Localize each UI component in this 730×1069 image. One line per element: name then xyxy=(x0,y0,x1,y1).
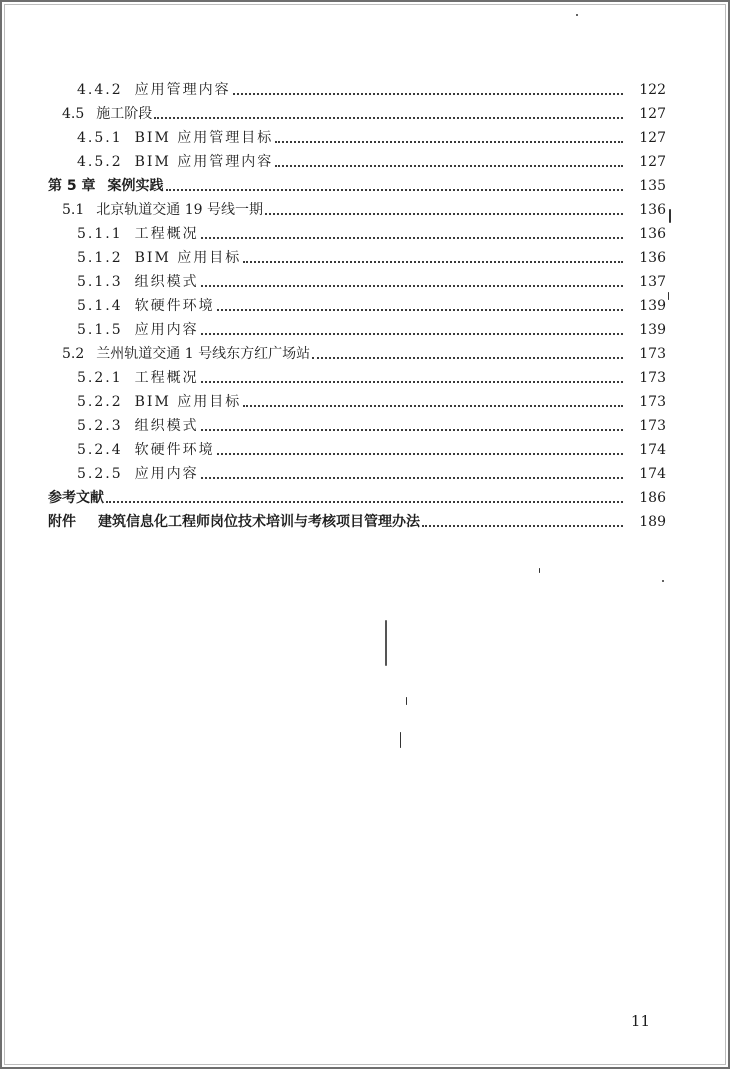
toc-entry-4-4-2 xyxy=(2,78,730,102)
toc-entry-4-5 xyxy=(2,102,730,126)
dot-leader xyxy=(201,477,623,479)
toc-entry-title: 应用管理内容 xyxy=(134,82,231,98)
dot-leader xyxy=(243,405,623,407)
toc-entry-title: 施工阶段 xyxy=(96,106,153,122)
toc-entry-title: BIM 应用管理目标 xyxy=(134,130,274,146)
scan-speck xyxy=(539,568,540,573)
toc-entry-4-5-2 xyxy=(2,150,730,174)
toc-entry-title: 北京轨道交通 19 号线一期 xyxy=(96,202,263,218)
dot-leader xyxy=(166,189,624,191)
toc-entry-title: BIM 应用目标 xyxy=(134,250,242,266)
toc-entry-5-1-5 xyxy=(2,318,730,342)
toc-entry-number: 5.1.1 xyxy=(77,226,123,242)
toc-entry-5-1-2 xyxy=(2,246,730,270)
toc-entry-number: 4.5 xyxy=(62,106,85,122)
scan-speck xyxy=(668,292,669,300)
toc-entry-number: 5.1.4 xyxy=(77,298,123,314)
toc-entry-page: 135 xyxy=(639,178,666,194)
toc-entry-number: 5.2.1 xyxy=(77,370,123,386)
toc-entry-title: 软硬件环境 xyxy=(134,298,215,314)
toc-entry-page: 127 xyxy=(639,106,666,122)
toc-entry-title: 工程概况 xyxy=(134,226,199,242)
toc-entry-number: 4.4.2 xyxy=(77,82,123,98)
dot-leader xyxy=(233,93,623,95)
toc-entry-number: 5.1 xyxy=(62,202,85,218)
scan-speck xyxy=(385,620,387,666)
toc-appendix xyxy=(2,510,730,534)
dot-leader xyxy=(201,285,623,287)
toc-entry-title: 组织模式 xyxy=(134,274,199,290)
toc-entry-title: 软硬件环境 xyxy=(134,442,215,458)
toc-entry-page: 173 xyxy=(639,394,666,410)
toc-entry-number: 5.2 xyxy=(62,346,85,362)
toc-entry-page: 174 xyxy=(639,442,666,458)
toc-entry-5-1-3 xyxy=(2,270,730,294)
toc-entry-page: 173 xyxy=(639,370,666,386)
toc-entry-number: 5.2.3 xyxy=(77,418,123,434)
toc-entry-number: 5.2.5 xyxy=(77,466,123,482)
toc-chapter-number: 第 5 章 xyxy=(48,178,96,194)
toc-entry-page: 189 xyxy=(639,514,666,530)
toc-entry-page: 127 xyxy=(639,130,666,146)
toc-chapter-number: 参考文献 xyxy=(48,490,104,506)
toc-chapter-title: 案例实践 xyxy=(107,178,164,194)
toc-references xyxy=(2,486,730,510)
toc-entry-page: 173 xyxy=(639,418,666,434)
toc-entry-number: 5.1.5 xyxy=(77,322,123,338)
toc-chapter-title: 建筑信息化工程师岗位技术培训与考核项目管理办法 xyxy=(98,514,420,530)
toc-entry-number: 4.5.1 xyxy=(77,130,123,146)
dot-leader xyxy=(154,117,623,119)
dot-leader xyxy=(217,453,623,455)
toc-chapter-5 xyxy=(2,174,730,198)
toc-entry-5-2-5 xyxy=(2,462,730,486)
dot-leader xyxy=(312,357,623,359)
dot-leader xyxy=(422,525,623,527)
toc-entry-title: 工程概况 xyxy=(134,370,199,386)
scan-speck xyxy=(400,732,401,748)
toc-entry-page: 139 xyxy=(639,322,666,338)
toc-entry-page: 127 xyxy=(639,154,666,170)
scan-speck xyxy=(406,697,407,705)
toc-entry-title: 兰州轨道交通 1 号线东方红广场站 xyxy=(96,346,311,362)
toc-entry-5-1 xyxy=(2,198,730,222)
toc-entry-title: 应用内容 xyxy=(134,322,199,338)
toc-entry-number: 5.2.4 xyxy=(77,442,123,458)
toc-entry-page: 174 xyxy=(639,466,666,482)
scan-speck xyxy=(576,14,578,16)
dot-leader xyxy=(217,309,623,311)
dot-leader xyxy=(275,165,623,167)
toc-entry-page: 136 xyxy=(639,250,666,266)
toc-entry-5-2-3 xyxy=(2,414,730,438)
toc-entry-page: 136 xyxy=(639,226,666,242)
dot-leader xyxy=(201,429,623,431)
dot-leader xyxy=(201,237,623,239)
toc-entry-page: 137 xyxy=(639,274,666,290)
toc-entry-number: 5.1.2 xyxy=(77,250,123,266)
toc-entry-5-1-1 xyxy=(2,222,730,246)
dot-leader xyxy=(106,501,623,503)
page-number: 11 xyxy=(630,1012,650,1030)
toc-entry-number: 5.2.2 xyxy=(77,394,123,410)
dot-leader xyxy=(265,213,623,215)
toc-entry-number: 5.1.3 xyxy=(77,274,123,290)
toc-entry-5-2-1 xyxy=(2,366,730,390)
toc-entry-5-2-4 xyxy=(2,438,730,462)
toc-entry-4-5-1 xyxy=(2,126,730,150)
toc-entry-title: BIM 应用管理内容 xyxy=(134,154,274,170)
toc-entry-5-2-2 xyxy=(2,390,730,414)
scan-speck xyxy=(662,580,664,582)
dot-leader xyxy=(201,381,623,383)
toc-entry-5-1-4 xyxy=(2,294,730,318)
toc-entry-5-2 xyxy=(2,342,730,366)
toc-entry-page: 173 xyxy=(639,346,666,362)
dot-leader xyxy=(275,141,623,143)
toc-entry-number: 4.5.2 xyxy=(77,154,123,170)
toc-entry-page: 186 xyxy=(639,490,666,506)
dot-leader xyxy=(201,333,623,335)
toc-entry-page: 136 xyxy=(639,202,666,218)
toc-entry-title: 应用内容 xyxy=(134,466,199,482)
toc-entry-page: 122 xyxy=(639,82,666,98)
toc-chapter-number: 附件 xyxy=(48,514,76,530)
scan-speck xyxy=(669,209,671,223)
dot-leader xyxy=(243,261,623,263)
toc-entry-page: 139 xyxy=(639,298,666,314)
toc-entry-title: BIM 应用目标 xyxy=(134,394,242,410)
toc-entry-title: 组织模式 xyxy=(134,418,199,434)
